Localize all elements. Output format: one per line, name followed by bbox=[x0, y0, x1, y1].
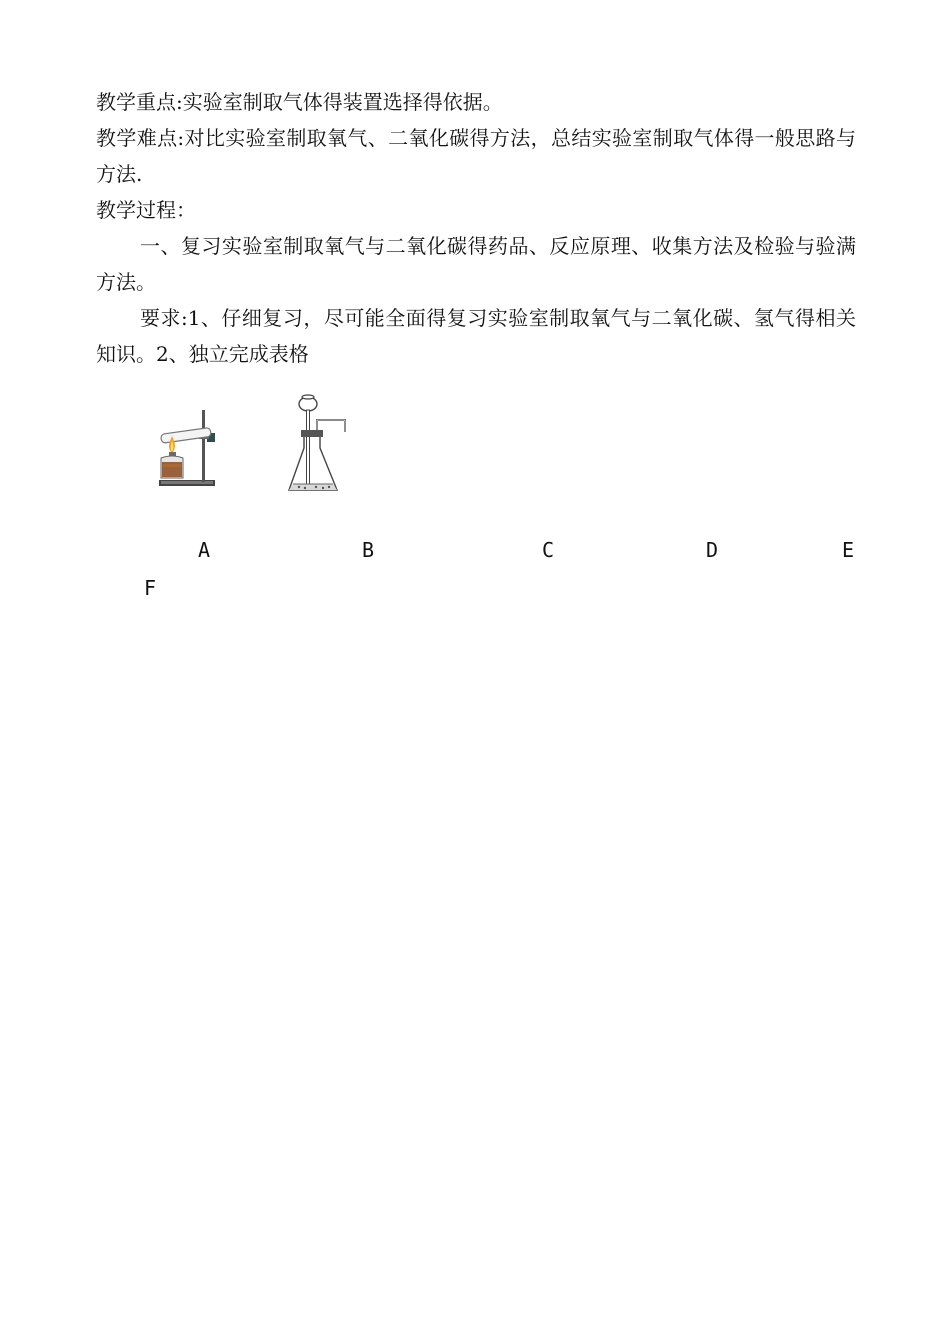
label-a: A bbox=[198, 538, 211, 562]
erlenmeyer-flask-apparatus-icon bbox=[285, 392, 355, 496]
document-body bbox=[96, 84, 856, 372]
label-d: D bbox=[706, 538, 719, 562]
difficulty-paragraph: 教学难点:对比实验室制取氧气、二氧化碳得方法，总结实验室制取气体得一般思路与方法. bbox=[96, 126, 856, 186]
label-f: F bbox=[144, 576, 157, 600]
apparatus-labels bbox=[0, 536, 950, 606]
heating-apparatus-icon bbox=[155, 400, 227, 490]
requirement-paragraph: 要求:1、仔细复习，尽可能全面得复习实验室制取氧气与二氧化碳、氢气得相关知识。2、独立完成表格 bbox=[96, 306, 856, 366]
step-one-paragraph: 一、复习实验室制取氧气与二氧化碳得药品、反应原理、收集方法及检验与验满方法。 bbox=[96, 234, 856, 294]
label-e: E bbox=[842, 538, 855, 562]
apparatus-figure-row bbox=[0, 392, 950, 502]
label-b: B bbox=[362, 538, 375, 562]
label-c: C bbox=[542, 538, 555, 562]
key-point-paragraph: 教学重点:实验室制取气体得装置选择得依据。 bbox=[96, 90, 503, 114]
process-heading: 教学过程： bbox=[96, 198, 196, 222]
